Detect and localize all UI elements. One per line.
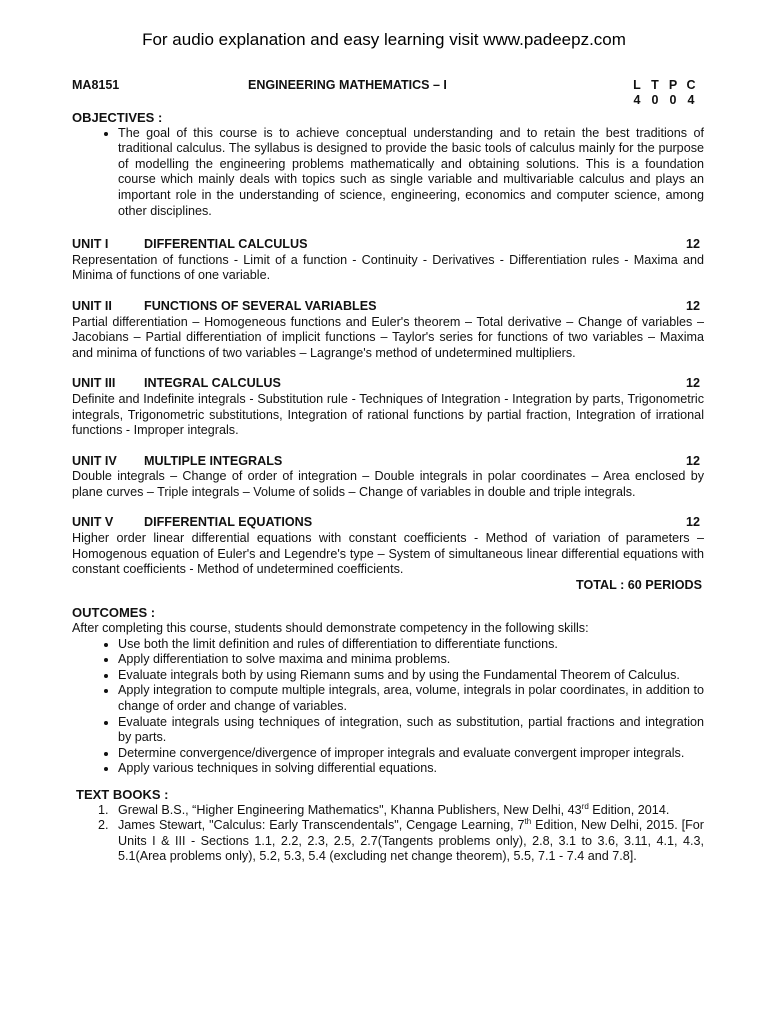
outcomes-intro: After completing this course, students should demonstrate competency in the following skills: — [72, 621, 589, 636]
outcome-item: • Apply integration to compute multiple integrals, area, volume, integrals in polar coordinates, in addition to change of order and change of variables. — [118, 683, 704, 714]
unit-5 — [72, 515, 704, 577]
textbooks-list — [72, 803, 704, 865]
outcomes-list — [72, 637, 704, 777]
ltpc-label: T — [651, 78, 659, 92]
unit-hours: 12 — [685, 298, 700, 313]
unit-body: Representation of functions - Limit of a function - Continuity - Derivatives - Differentiation rules - Maxima and Minima of functions of one variable. — [72, 252, 704, 283]
total-periods: TOTAL : 60 PERIODS — [576, 577, 702, 592]
unit-number: UNIT III — [72, 376, 116, 391]
unit-number: UNIT V — [72, 515, 114, 530]
unit-title: INTEGRAL CALCULUS — [144, 376, 281, 391]
outcome-item: • Apply various techniques in solving differential equations. — [118, 761, 704, 777]
banner: For audio explanation and easy learning visit www.padeepz.com — [142, 30, 626, 49]
syllabus-document — [72, 76, 704, 865]
ltpc-block — [628, 78, 700, 108]
textbook-item: 2. James Stewart, "Calculus: Early Transcendentals", Cengage Learning, 7th Edition, New Delhi, 2015. [For Units I & III - Sections 1.1, 2.2, 2.3, 2.5, 2.7(Tangents problems only), 2.8, 3.1 to 3.6, 3.11, 4.1, 4.3, 5.1(Area problems only), 5.2, 5.3, 5.4 (excluding net change theorem), 5.5, 7.1 - 7.4 and 7.8]. — [112, 818, 704, 865]
textbooks-heading: TEXT BOOKS : — [76, 786, 169, 802]
unit-body: Double integrals – Change of order of integration – Double integrals in polar coordinates – Area enclosed by plane curves – Triple integrals – Volume of solids – Change of variables in double and triple integrals. — [72, 469, 704, 499]
outcome-item: • Apply differentiation to solve maxima and minima problems. — [118, 652, 704, 668]
objectives-heading: OBJECTIVES : — [72, 110, 163, 125]
ltpc-value: 0 — [669, 93, 677, 107]
unit-number: UNIT IV — [72, 453, 117, 468]
unit-body: Definite and Indefinite integrals - Substitution rule - Techniques of Integration - Integration by parts, Trigonometric integrals, Trigonometric substitutions, Integration of rational functions by partial fraction, Integration of irrational functions - Improper integrals. — [72, 391, 704, 438]
unit-hours: 12 — [685, 376, 700, 391]
unit-4 — [72, 454, 704, 501]
unit-number: UNIT I — [72, 237, 109, 252]
outcomes-heading: OUTCOMES : — [72, 605, 156, 621]
outcome-item: • Evaluate integrals using techniques of integration, such as substitution, partial fractions and integration by parts. — [118, 715, 704, 746]
outcome-item: • Use both the limit definition and rules of differentiation to differentiate functions. — [118, 637, 704, 653]
unit-hours: 12 — [685, 237, 700, 252]
unit-title: FUNCTIONS OF SEVERAL VARIABLES — [144, 298, 377, 313]
outcome-item: • Evaluate integrals both by using Riemann sums and by using the Fundamental Theorem of Calculus. — [118, 668, 704, 684]
ltpc-value: 4 — [633, 93, 641, 107]
ltpc-value: 4 — [687, 93, 695, 107]
unit-2 — [72, 299, 704, 361]
unit-body: Higher order linear differential equations with constant coefficients - Method of variation of parameters – Homogenous equation of Euler's and Legendre's type – System of simultaneous linear differential equations with constant coefficients - Method of undetermined coefficients. — [72, 531, 704, 577]
course-title: ENGINEERING MATHEMATICS – I — [248, 78, 447, 92]
textbook-item: 1. Grewal B.S., “Higher Engineering Mathematics", Khanna Publishers, New Delhi, 43rd Edition, 2014. — [112, 803, 704, 819]
course-code: MA8151 — [72, 78, 120, 92]
unit-number: UNIT II — [72, 298, 112, 313]
ltpc-label: C — [686, 78, 696, 92]
unit-title: DIFFERENTIAL EQUATIONS — [144, 515, 313, 530]
unit-title: DIFFERENTIAL CALCULUS — [144, 237, 308, 252]
ltpc-label: L — [633, 78, 641, 92]
unit-body: Partial differentiation – Homogeneous functions and Euler's theorem – Total derivative – Change of variables – Jacobians – Partial differentiation of implicit functions – Taylor's series for functions of two variables – Maxima and minima of functions of two variables – Lagrange's method of undetermined multipliers. — [72, 314, 704, 360]
unit-hours: 12 — [685, 515, 700, 530]
ltpc-label: P — [668, 78, 678, 92]
unit-1 — [72, 237, 704, 284]
objectives-list — [72, 126, 704, 220]
unit-3 — [72, 376, 704, 438]
unit-hours: 12 — [685, 453, 700, 468]
objectives-text: • The goal of this course is to achieve conceptual understanding and to retain the best traditions of traditional calculus. The syllabus is designed to provide the basic tools of calculus mainly for the purpose of modelling the engineering problems mathematically and obtaining solutions. This is a foundation course which mainly deals with topics such as single variable and multivariable calculus and plays an important role in the understanding of science, engineering, economics and computer science, among other disciplines. — [118, 126, 704, 220]
ltpc-value: 0 — [651, 93, 659, 107]
unit-title: MULTIPLE INTEGRALS — [144, 453, 283, 468]
outcome-item: • Determine convergence/divergence of improper integrals and evaluate convergent improper integrals. — [118, 746, 704, 762]
course-header — [72, 76, 704, 110]
